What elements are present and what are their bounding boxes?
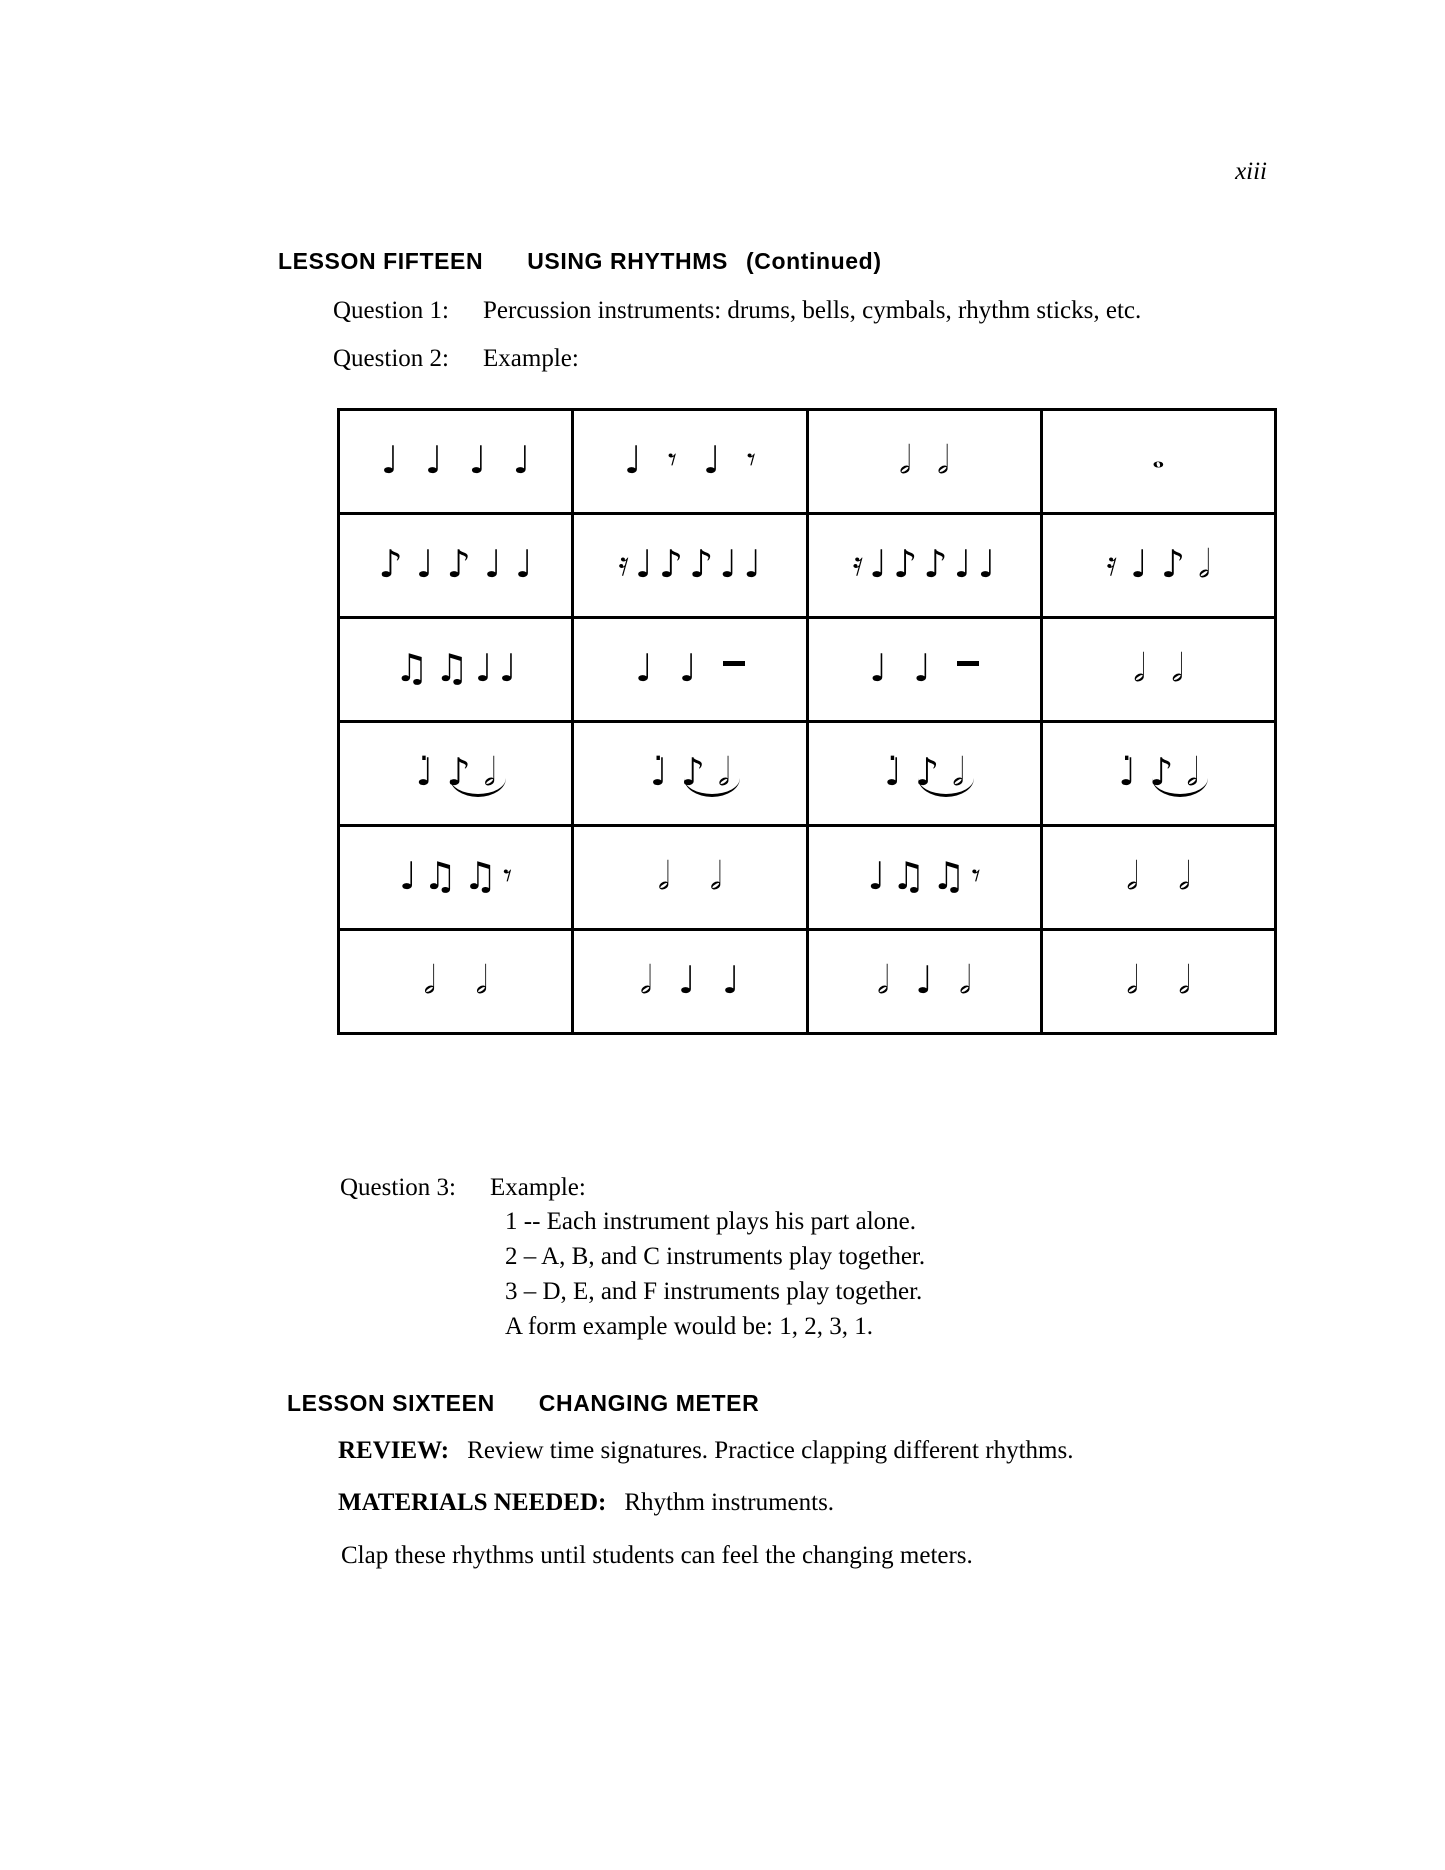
rhythm-notes xyxy=(378,541,533,586)
eighth-note-icon: ♪ xyxy=(658,541,684,586)
question-2-label: Question 2: xyxy=(333,345,449,372)
rhythm-notes xyxy=(867,853,981,898)
rhythm-cell xyxy=(1043,619,1274,720)
rhythm-cell xyxy=(1043,931,1274,1032)
half-note-icon: 𝅗𝅥 xyxy=(1133,645,1146,690)
rhythm-cell xyxy=(340,619,574,720)
review-label: REVIEW: xyxy=(338,1437,450,1464)
dash-mark-icon xyxy=(723,661,745,666)
quarter-note-icon: ♩ xyxy=(399,853,417,898)
lesson-sixteen-subtitle: CHANGING METER xyxy=(538,1390,760,1416)
quarter-note-icon: ♩ xyxy=(498,645,517,690)
half-note-stem-down-icon: 𝅗𝅥 xyxy=(959,957,972,1002)
rhythm-cell xyxy=(574,723,808,824)
half-note-icon: 𝅗𝅥 xyxy=(952,749,965,794)
rhythm-cell xyxy=(340,931,574,1032)
rhythm-notes xyxy=(1152,439,1165,477)
half-note-stem-down-icon: 𝅗𝅥 xyxy=(475,957,488,1002)
quarter-note-icon: ♩ xyxy=(424,437,443,482)
clap-instruction: Clap these rhythms until students can feel the changing meters. xyxy=(341,1542,973,1569)
rhythm-notes xyxy=(1118,749,1199,794)
rhythm-grid xyxy=(337,408,1277,1035)
rhythm-cell xyxy=(340,411,574,512)
quarter-rest-icon: 𝄾 xyxy=(971,855,981,896)
review-line xyxy=(338,1437,1073,1465)
lesson-fifteen-heading xyxy=(278,248,882,275)
rhythm-cell xyxy=(1043,515,1274,616)
question-1-line xyxy=(333,297,1141,325)
rhythm-notes xyxy=(380,437,531,482)
rhythm-cell xyxy=(809,619,1043,720)
question-3-item: A form example would be: 1, 2, 3, 1. xyxy=(505,1313,873,1340)
quarter-rest-icon: 𝄾 xyxy=(503,855,513,896)
beamed-eighths-icon: ♫ xyxy=(434,645,469,690)
lesson-sixteen-heading xyxy=(287,1390,759,1417)
lesson-fifteen-subtitle: USING RHYTHMS xyxy=(527,248,728,274)
quarter-note-icon: ♩ xyxy=(468,437,487,482)
rhythm-cell xyxy=(809,931,1043,1032)
materials-label: MATERIALS NEEDED: xyxy=(338,1489,607,1516)
half-note-icon: 𝅗𝅥 xyxy=(709,853,722,898)
quarter-note-icon: ♩ xyxy=(719,541,738,586)
half-note-stem-down-icon: 𝅗𝅥 xyxy=(423,957,436,1002)
question-3-text: Example: xyxy=(490,1174,586,1201)
quarter-note-icon: ♩ xyxy=(702,437,721,482)
half-note-icon: 𝅗𝅥 xyxy=(717,749,730,794)
question-3-item: 2 – A, B, and C instruments play together. xyxy=(505,1243,926,1270)
rhythm-cell xyxy=(574,619,808,720)
dotted-quarter-note-icon: ♩̇ xyxy=(884,749,902,794)
question-2-line xyxy=(333,345,579,373)
eighth-note-icon: ♪ xyxy=(446,749,471,794)
question-3-line xyxy=(340,1174,586,1202)
quarter-note-icon: ♩ xyxy=(721,957,740,1002)
half-note-icon: 𝅗𝅥 xyxy=(483,749,496,794)
rhythm-cell xyxy=(340,515,574,616)
quarter-note-icon: ♩ xyxy=(913,645,932,690)
eighth-note-icon: ♪ xyxy=(446,541,471,586)
quarter-note-icon: ♩ xyxy=(415,541,434,586)
quarter-note-icon: ♩ xyxy=(634,645,653,690)
eighth-note-icon: ♪ xyxy=(914,749,940,794)
materials-text: Rhythm instruments. xyxy=(624,1489,835,1516)
rhythm-cell xyxy=(574,515,808,616)
rhythm-row xyxy=(340,619,1274,723)
rhythm-notes xyxy=(1126,853,1191,898)
eighth-rest-icon: 𝄿 xyxy=(618,543,629,584)
rhythm-notes xyxy=(399,853,513,898)
quarter-rest-icon: 𝄾 xyxy=(667,439,677,480)
quarter-note-icon: ♩ xyxy=(953,541,972,586)
materials-line xyxy=(338,1489,834,1517)
half-note-icon: 𝅗𝅥 xyxy=(1126,957,1139,1002)
tie-slur-icon xyxy=(918,778,974,797)
rhythm-cell xyxy=(574,411,808,512)
rhythm-notes xyxy=(394,645,517,690)
rhythm-row xyxy=(340,931,1274,1032)
half-note-icon: 𝅗𝅥 xyxy=(937,437,950,482)
tie-slur-icon xyxy=(450,778,506,797)
quarter-note-icon: ♩ xyxy=(623,437,642,482)
quarter-note-icon: ♩ xyxy=(634,541,653,586)
rhythm-cell xyxy=(574,827,808,928)
tie-slur-icon xyxy=(1152,778,1208,797)
eighth-rest-icon: 𝄿 xyxy=(1106,543,1117,584)
eighth-note-icon: ♪ xyxy=(923,541,948,586)
rhythm-notes xyxy=(415,749,496,794)
eighth-note-icon: ♪ xyxy=(680,749,705,794)
quarter-note-icon: ♩ xyxy=(512,437,531,482)
lesson-fifteen-note: (Continued) xyxy=(745,248,882,274)
question-2-text: Example: xyxy=(483,345,579,372)
rhythm-notes xyxy=(649,749,730,794)
rhythm-notes xyxy=(623,437,756,482)
quarter-note-icon: ♩ xyxy=(915,957,934,1002)
dotted-quarter-note-icon: ♩̇ xyxy=(1118,749,1137,794)
question-3-item: 1 -- Each instrument plays his part alone. xyxy=(505,1208,916,1235)
rhythm-row xyxy=(340,827,1274,931)
eighth-note-icon: ♪ xyxy=(1160,541,1186,586)
rhythm-row xyxy=(340,515,1274,619)
half-note-stem-down-icon: 𝅗𝅥 xyxy=(877,957,890,1002)
rhythm-cell xyxy=(809,515,1043,616)
review-text: Review time signatures. Practice clapping different rhythms. xyxy=(467,1437,1074,1464)
quarter-note-icon: ♩ xyxy=(743,541,762,586)
rhythm-notes xyxy=(1133,645,1184,690)
rhythm-notes xyxy=(423,957,488,1002)
rhythm-row xyxy=(340,723,1274,827)
quarter-note-icon: ♩ xyxy=(869,541,888,586)
quarter-note-icon: ♩ xyxy=(678,645,697,690)
eighth-note-icon: ♪ xyxy=(1149,749,1174,794)
beamed-eighths-icon: ♫ xyxy=(891,853,926,898)
rhythm-cell xyxy=(1043,723,1274,824)
rhythm-cell xyxy=(809,827,1043,928)
half-note-icon: 𝅗𝅥 xyxy=(1186,749,1199,794)
half-note-icon: 𝅗𝅥 xyxy=(1126,853,1139,898)
rhythm-cell xyxy=(809,723,1043,824)
rhythm-notes xyxy=(1126,957,1191,1002)
page-number: xiii xyxy=(1235,158,1267,185)
rhythm-cell xyxy=(340,827,574,928)
rhythm-notes xyxy=(618,541,762,586)
beamed-eighths-icon: ♫ xyxy=(463,853,498,898)
lesson-sixteen-title: LESSON SIXTEEN xyxy=(287,1390,495,1416)
quarter-note-icon: ♩ xyxy=(677,957,696,1002)
quarter-note-icon: ♩ xyxy=(1129,541,1148,586)
dotted-quarter-note-icon: ♩̇ xyxy=(415,749,434,794)
beamed-eighths-icon: ♫ xyxy=(931,853,966,898)
half-note-icon: 𝅗𝅥 xyxy=(657,853,670,898)
eighth-rest-icon: 𝄿 xyxy=(852,543,864,584)
rhythm-notes xyxy=(852,541,996,586)
rhythm-notes xyxy=(884,749,965,794)
rhythm-row xyxy=(340,411,1274,515)
quarter-note-icon: ♩ xyxy=(474,645,493,690)
rhythm-cell xyxy=(340,723,574,824)
half-note-icon: 𝅗𝅥 xyxy=(899,437,912,482)
lesson-fifteen-title: LESSON FIFTEEN xyxy=(278,248,484,274)
half-note-stem-down-icon: 𝅗𝅥 xyxy=(1178,957,1191,1002)
quarter-note-icon: ♩ xyxy=(977,541,996,586)
rhythm-notes xyxy=(1106,541,1211,586)
rhythm-notes xyxy=(639,957,740,1002)
beamed-eighths-icon: ♫ xyxy=(422,853,458,898)
eighth-note-icon: ♪ xyxy=(893,541,918,586)
tie-slur-icon xyxy=(684,778,740,797)
eighth-note-icon: ♪ xyxy=(378,541,403,586)
question-1-label: Question 1: xyxy=(333,297,449,324)
quarter-note-icon: ♩ xyxy=(514,541,533,586)
rhythm-notes xyxy=(657,853,722,898)
rhythm-cell xyxy=(1043,411,1274,512)
half-note-icon: 𝅗𝅥 xyxy=(1178,853,1191,898)
half-note-icon: 𝅗𝅥 xyxy=(639,957,652,1002)
quarter-rest-icon: 𝄾 xyxy=(746,439,756,480)
rhythm-notes xyxy=(877,957,972,1002)
eighth-note-icon: ♪ xyxy=(689,541,714,586)
question-3-item: 3 – D, E, and F instruments play together. xyxy=(505,1278,923,1305)
dotted-quarter-note-icon: ♩̇ xyxy=(649,749,668,794)
half-note-icon: 𝅗𝅥 xyxy=(1171,645,1184,690)
dash-mark-icon xyxy=(957,661,979,666)
rhythm-cell xyxy=(574,931,808,1032)
rhythm-notes xyxy=(869,645,979,690)
rhythm-cell xyxy=(1043,827,1274,928)
quarter-note-icon: ♩ xyxy=(869,645,888,690)
quarter-note-icon: ♩ xyxy=(380,437,399,482)
question-1-text: Percussion instruments: drums, bells, cymbals, rhythm sticks, etc. xyxy=(483,297,1142,324)
rhythm-notes xyxy=(899,437,950,482)
rhythm-notes xyxy=(634,645,745,690)
quarter-note-icon: ♩ xyxy=(867,853,886,898)
half-note-icon: 𝅗𝅥 xyxy=(1198,541,1211,586)
whole-note-icon: 𝅝 xyxy=(1152,439,1165,475)
rhythm-cell xyxy=(809,411,1043,512)
question-3-label: Question 3: xyxy=(340,1174,456,1201)
quarter-note-icon: ♩ xyxy=(483,541,502,586)
beamed-eighths-icon: ♫ xyxy=(394,645,429,690)
